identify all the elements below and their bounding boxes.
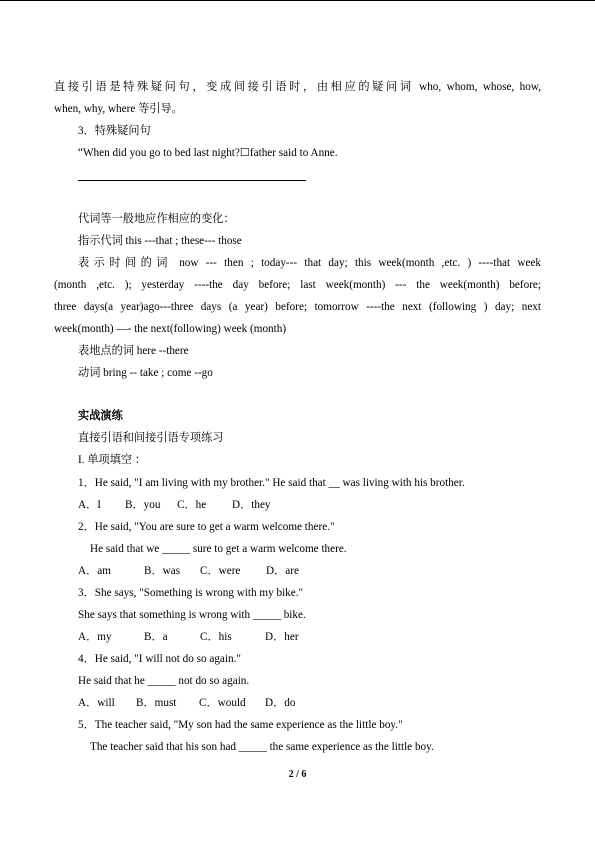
question-2-indirect: He said that we _____ sure to get a warm welcome there.: [90, 543, 347, 555]
part-heading: I. 单项填空 ：: [78, 454, 147, 466]
question-3-indirect: She says that something is wrong with _____ bike.: [78, 609, 306, 621]
option-b: B．you: [125, 499, 161, 511]
time-words-line-2: (month ,etc. ); yesterday ----the day before; last week(month) --- the week(month) before;: [54, 279, 541, 291]
option-d: D．do: [265, 697, 296, 709]
option-d: D．they: [232, 499, 271, 511]
question-4: 4．He said, "I will not do so again.": [78, 653, 241, 665]
option-c: C．his: [200, 631, 232, 643]
demonstrative-pronouns: 指示代词 this ---that ; these--- those: [78, 235, 242, 247]
intro-line-1: 直接引语是特殊疑问句，变成间接引语时，由相应的疑问词 who, whom, whose, how,: [54, 81, 541, 93]
question-3: 3．She says, "Something is wrong with my bike.": [78, 587, 304, 599]
place-words: 表地点的词 here --there: [78, 345, 189, 357]
option-a: A．am: [78, 565, 111, 577]
question-3-options: [78, 630, 299, 644]
verb-words: 动词 bring -- take ; come --go: [78, 367, 213, 379]
question-5: 5．The teacher said, "My son had the same experience as the little boy.": [78, 719, 403, 731]
option-c: C．would: [199, 697, 246, 709]
time-words-line-4: week(month) —- the next(following) week (month): [54, 323, 287, 335]
example-sentence: “When did you go to bed last night?☐father said to Anne.: [78, 147, 338, 159]
time-words-line-3: three days(a year)ago---three days (a year) before; tomorrow ----the next (following ) day; next: [54, 301, 541, 313]
option-a: A．my: [78, 631, 112, 643]
answer-blank-line: [78, 180, 306, 181]
option-a: A．I: [78, 499, 101, 511]
question-4-indirect: He said that he _____ not do so again.: [78, 675, 250, 687]
time-words-line-1: 表示时间的词 now --- then ; today--- that day; this week(month ,etc. ) ----that week: [78, 257, 541, 269]
option-b: B．a: [144, 631, 168, 643]
question-1-options: [78, 498, 271, 512]
option-b: B．was: [144, 565, 181, 577]
option-d: D．are: [266, 565, 299, 577]
exercise-subtitle: 直接引语和间接引语专项练习: [78, 432, 224, 444]
question-4-options: [78, 696, 295, 710]
question-5-indirect: The teacher said that his son had _____ the same experience as the little boy.: [90, 741, 434, 753]
option-c: C．were: [200, 565, 241, 577]
section-title: 实战演练: [78, 410, 123, 422]
question-2-options: [78, 564, 299, 578]
question-2: 2．He said, "You are sure to get a warm welcome there.": [78, 521, 335, 533]
option-b: B．must: [136, 697, 177, 709]
option-a: A．will: [78, 697, 115, 709]
page-number: 2 / 6: [288, 769, 307, 780]
intro-line-2: when, why, where 等引导。: [54, 103, 183, 115]
page-top-border: [0, 0, 595, 1]
heading-special-question: 3．特殊疑问句: [78, 125, 151, 137]
pronoun-change-note: 代词等一般地应作相应的变化：: [78, 213, 235, 225]
option-c: C．he: [177, 499, 207, 511]
option-d: D．her: [265, 631, 299, 643]
question-1: 1．He said, "I am living with my brother." He said that __ was living with his brother.: [78, 477, 465, 489]
